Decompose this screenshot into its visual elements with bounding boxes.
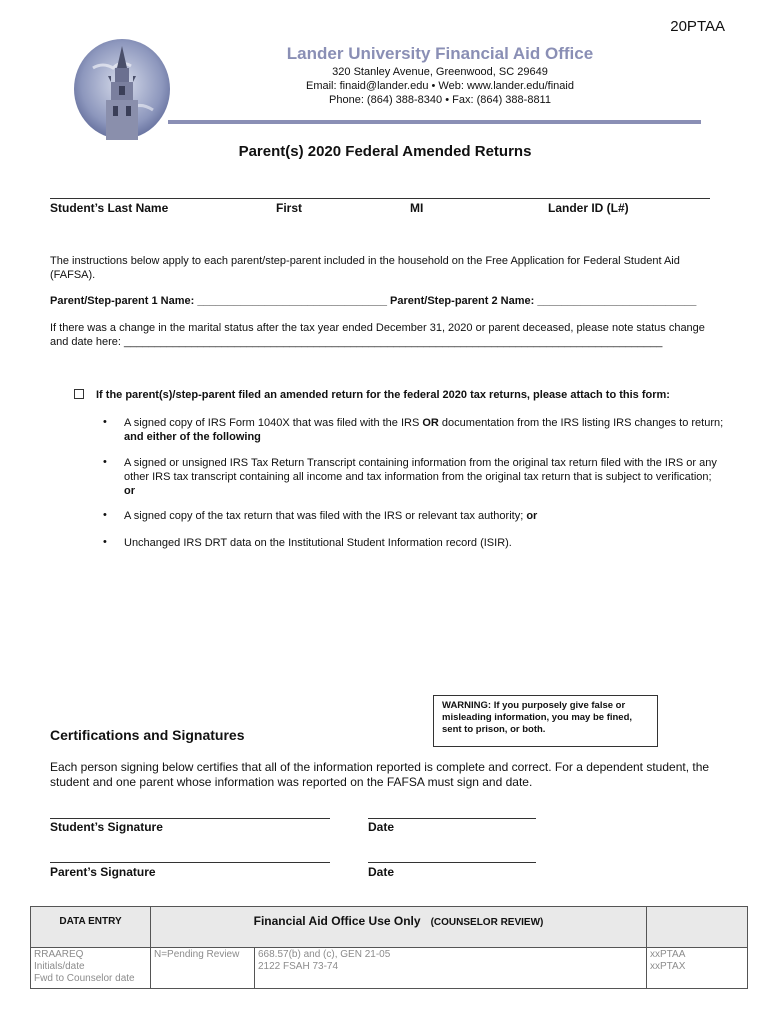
certifications-text: Each person signing below certifies that all of the information reported is complete and correct. For a dependent student, the student and one parent whose information was reported on the FAFSA must sign and date. xyxy=(50,760,710,789)
amended-return-heading: If the parent(s)/step-parent filed an amended return for the federal 2020 tax returns, please attach to this form: xyxy=(96,389,670,401)
amended-return-checkbox[interactable] xyxy=(74,389,84,399)
student-name-line[interactable] xyxy=(50,198,710,199)
first-name-label: First xyxy=(276,201,303,215)
parent-signature-line[interactable] xyxy=(50,862,330,863)
lander-id-label: Lander ID (L#) xyxy=(548,201,629,215)
bullet-dot: • xyxy=(103,536,107,548)
marital-change-field[interactable]: If there was a change in the marital status after the tax year ended December 31, 2020 or parent deceased, please note status change and date here: ________________________________________________________________________________________ xyxy=(50,322,705,348)
student-signature-label: Student’s Signature xyxy=(50,820,163,834)
amended-return-row xyxy=(74,389,724,401)
bullet-dot: • xyxy=(103,456,107,468)
office-header xyxy=(190,44,690,106)
parent-date-line[interactable] xyxy=(368,862,536,863)
bullet-item-signed-return: A signed copy of the tax return that was filed with the IRS or relevant tax authority; or xyxy=(124,510,538,522)
certifications-title: Certifications and Signatures xyxy=(50,727,245,743)
header-rule xyxy=(168,120,701,124)
student-signature-line[interactable] xyxy=(50,818,330,819)
form-code: 20PTAA xyxy=(670,18,725,35)
student-date-line[interactable] xyxy=(368,818,536,819)
regulation-col: 668.57(b) and (c), GEN 21-05 2122 FSAH 73-74 xyxy=(255,948,647,989)
office-phone-fax: Phone: (864) 388-8340 • Fax: (864) 388-8811 xyxy=(329,94,551,106)
parent-names-field[interactable]: Parent/Step-parent 1 Name: _______________________________ Parent/Step-parent 2 Name: __________________________ xyxy=(50,295,697,307)
student-last-name-label: Student’s Last Name xyxy=(50,201,169,215)
data-entry-header: DATA ENTRY xyxy=(31,907,151,948)
bullet-dot: • xyxy=(103,509,107,521)
office-address: 320 Stanley Avenue, Greenwood, SC 29649 xyxy=(332,66,548,78)
code-col: xxPTAA xxPTAX xyxy=(647,948,748,989)
pending-review-col: N=Pending Review xyxy=(151,948,255,989)
bullet-item-drt: Unchanged IRS DRT data on the Institutional Student Information record (ISIR). xyxy=(124,537,512,549)
university-tower-logo xyxy=(73,38,171,140)
data-entry-col: RRAAREQ Initials/date Fwd to Counselor date xyxy=(31,948,151,989)
parent-date-label: Date xyxy=(368,865,395,879)
warning-box: WARNING: If you purposely give false or misleading information, you may be fined, sent to prison, or both. xyxy=(433,695,658,747)
bullet-dot: • xyxy=(103,416,107,428)
office-use-table xyxy=(30,906,748,989)
office-use-blank xyxy=(647,907,748,948)
office-use-header: Financial Aid Office Use Only (COUNSELOR REVIEW) xyxy=(151,907,647,948)
office-name: Lander University Financial Aid Office xyxy=(286,44,594,63)
form-title: Parent(s) 2020 Federal Amended Returns xyxy=(238,143,532,160)
parent-signature-label: Parent’s Signature xyxy=(50,865,156,879)
bullet-item-transcript: A signed or unsigned IRS Tax Return Transcript containing information from the original tax return filed with the IRS or any other IRS tax transcript containing all income and tax information from the original tax return that is subject to verification; or xyxy=(124,457,717,497)
bullet-item-1040x: A signed copy of IRS Form 1040X that was filed with the IRS OR documentation from the IRS listing IRS changes to return; and either of the following xyxy=(124,417,724,443)
instructions-text: The instructions below apply to each parent/step-parent included in the household on the Free Application for Federal Student Aid (FAFSA). xyxy=(50,255,680,281)
student-date-label: Date xyxy=(368,820,395,834)
middle-initial-label: MI xyxy=(410,201,424,215)
office-email-web: Email: finaid@lander.edu • Web: www.lander.edu/finaid xyxy=(306,80,574,92)
